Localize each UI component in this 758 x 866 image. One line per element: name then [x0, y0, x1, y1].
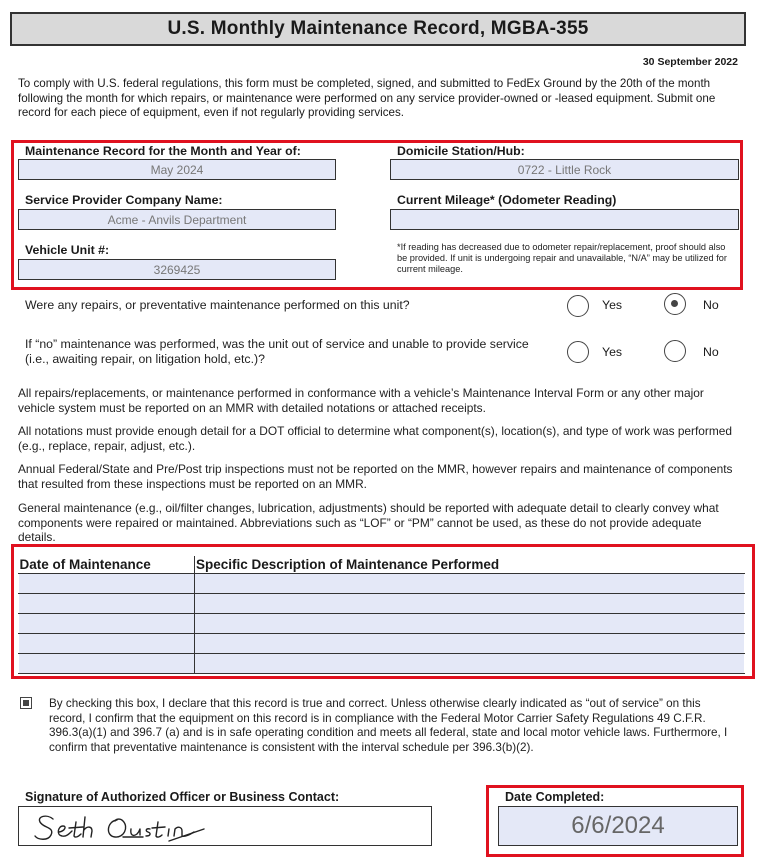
oos-no-label: No: [703, 345, 719, 359]
question-out-of-service: If “no” maintenance was performed, was the unit out of service and unable to provide service (i.e., awaiting repair, on litigation hold, etc.)?: [25, 337, 529, 366]
form-title: U.S. Monthly Maintenance Record, MGBA-355: [10, 12, 746, 46]
company-label: Service Provider Company Name:: [25, 193, 223, 207]
declaration-checkbox[interactable]: [20, 697, 32, 709]
intro-text: To comply with U.S. federal regulations, this form must be completed, signed, and submitted to FedEx Ground by the 20th of the month following the month for which repairs, or maintenance were performed on any service provider-owned or -leased equipment. Submit one record for each piece of equipment, even if not regularly providing services.: [18, 77, 716, 119]
description-cell[interactable]: [195, 593, 745, 613]
table-row: [19, 653, 745, 673]
revision-date: 30 September 2022: [642, 56, 738, 68]
mileage-note: *If reading has decreased due to odometer repair/replacement, proof should also be provided. If unit is undergoing repair and unavailable, “N/A” may be utilized for current mileage.: [397, 242, 727, 274]
vehicle-unit-label: Vehicle Unit #:: [25, 243, 110, 257]
table-row: [19, 633, 745, 653]
oos-yes-label: Yes: [602, 345, 623, 359]
description-cell[interactable]: [195, 613, 745, 633]
maintenance-table: [18, 556, 745, 674]
month-year-input[interactable]: May 2024: [18, 159, 336, 180]
date-cell[interactable]: [19, 633, 195, 653]
repairs-no-label: No: [703, 298, 719, 312]
declaration-text: By checking this box, I declare that this record is true and correct. Unless otherwise clearly indicated as “out of service” on this record, I confirm that the equipment on this record is in compliance with the Federal Motor Carrier Safety Regulations 49 C.F.R. 396.3(a)(1) and 396.7 (a) and is in safe operating condition and meets all federal, state and local motor vehicle laws. Furthermore, I confirm that preventative maintenance is consistent with the interval schedule per 396.3(b)(2).: [49, 697, 728, 754]
repairs-yes-label: Yes: [602, 298, 623, 312]
repairs-yes-radio[interactable]: [567, 295, 589, 317]
paragraph-repairs: All repairs/replacements, or maintenance performed in conformance with a vehicle’s Maintenance Interval Form or any other major vehicle system must be reported on an MMR with detailed notations or attached receipts.: [18, 386, 704, 415]
date-completed-label: Date Completed:: [505, 790, 605, 804]
mileage-label: Current Mileage* (Odometer Reading): [397, 193, 617, 207]
oos-no-radio[interactable]: [664, 340, 686, 362]
domicile-label: Domicile Station/Hub:: [397, 144, 525, 158]
date-cell[interactable]: [19, 593, 195, 613]
column-date: Date of Maintenance: [19, 556, 195, 573]
signature-image: [19, 807, 433, 847]
date-cell[interactable]: [19, 613, 195, 633]
mileage-input[interactable]: [390, 209, 739, 230]
paragraph-general: General maintenance (e.g., oil/filter changes, lubrication, adjustments) should be reported with adequate detail to clearly convey what components were repaired or maintained. Abbreviations such as “LOF” or “PM” cannot be used, as these do not provide adequate details.: [18, 501, 719, 543]
company-input[interactable]: Acme - Anvils Department: [18, 209, 336, 230]
vehicle-unit-input[interactable]: 3269425: [18, 259, 336, 280]
column-description: Specific Description of Maintenance Performed: [195, 556, 745, 573]
paragraph-notations: All notations must provide enough detail for a DOT official to determine what component(s), location(s), and type of work was performed (e.g., replace, repair, adjust, etc.).: [18, 424, 733, 453]
table-row: [19, 593, 745, 613]
table-row: [19, 613, 745, 633]
month-year-label: Maintenance Record for the Month and Year of:: [25, 144, 301, 158]
domicile-input[interactable]: 0722 - Little Rock: [390, 159, 739, 180]
paragraph-inspections: Annual Federal/State and Pre/Post trip inspections must not be reported on the MMR, however repairs and maintenance of components that resulted from these inspections must be reported on an MMR.: [18, 462, 733, 491]
repairs-no-radio[interactable]: [664, 293, 686, 315]
date-cell[interactable]: [19, 653, 195, 673]
description-cell[interactable]: [195, 633, 745, 653]
oos-yes-radio[interactable]: [567, 341, 589, 363]
description-cell[interactable]: [195, 573, 745, 593]
description-cell[interactable]: [195, 653, 745, 673]
table-row: [19, 573, 745, 593]
signature-label: Signature of Authorized Officer or Business Contact:: [25, 790, 340, 804]
question-repairs: Were any repairs, or preventative maintenance performed on this unit?: [25, 298, 410, 312]
date-completed-input[interactable]: 6/6/2024: [498, 806, 738, 846]
date-cell[interactable]: [19, 573, 195, 593]
signature-field[interactable]: [18, 806, 432, 846]
